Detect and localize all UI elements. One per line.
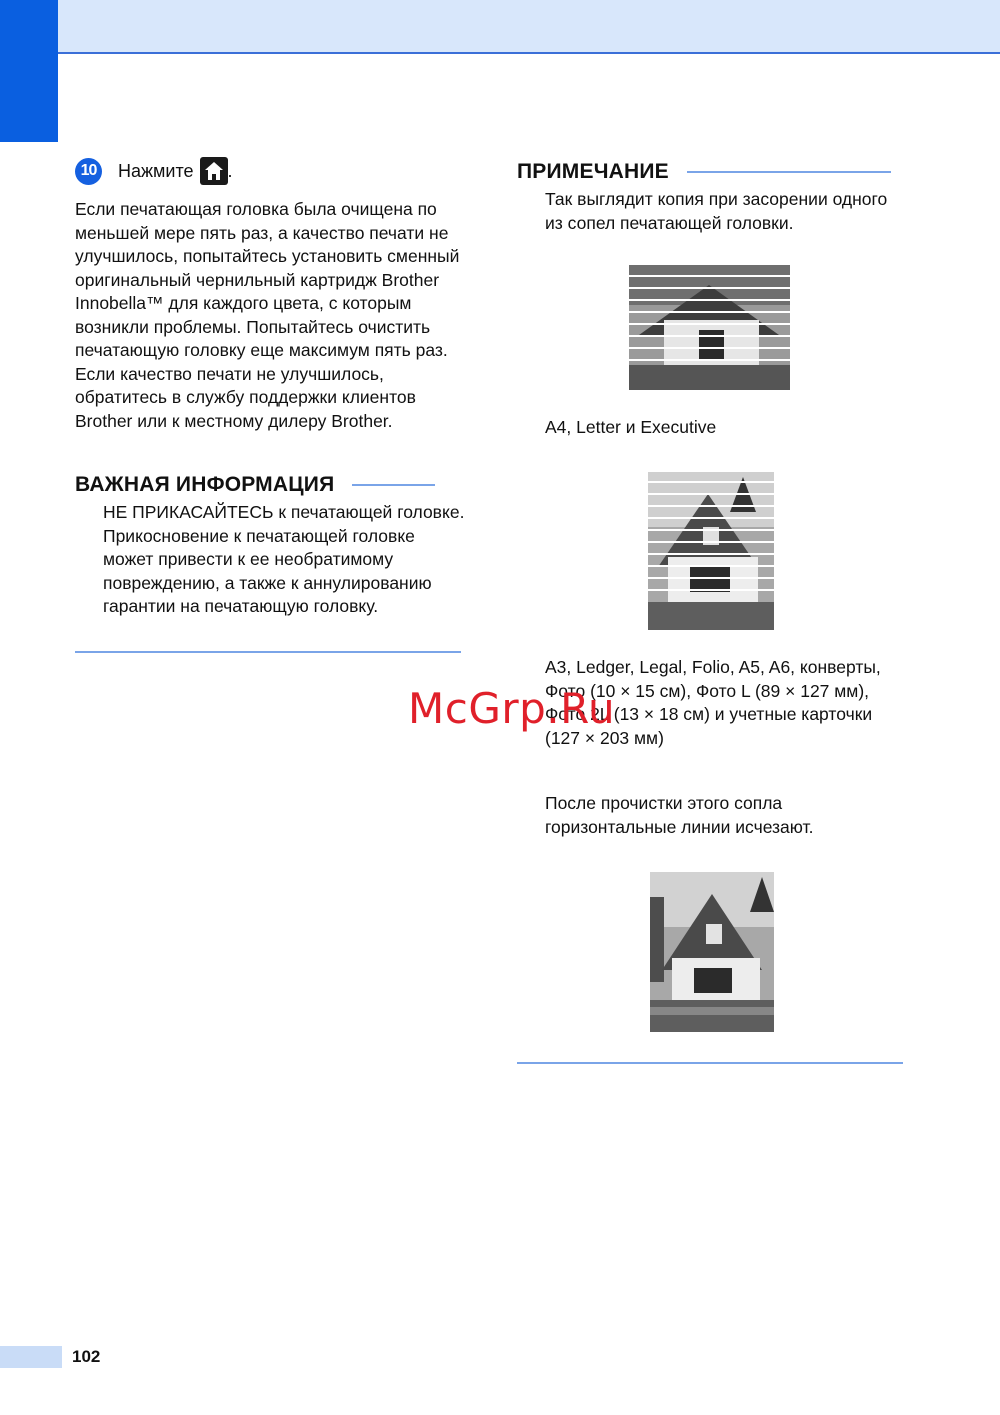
caption-a4: A4, Letter и Executive (545, 417, 717, 437)
note-intro: Так выглядит копия при засорении одного из сопел печатающей головки. (545, 189, 888, 233)
header-band (0, 0, 1000, 54)
step-instruction (75, 157, 233, 185)
step-number: 10 (75, 158, 102, 185)
caption-a3: A3, Ledger, Legal, Folio, A5, A6, конверты, Фото (10 × 15 см), Фото L (89 × 127 мм), Фото 2L (13 × 18 см) и учетные карточки (127 × 203 мм) (545, 657, 881, 748)
note-heading (517, 160, 891, 184)
heading-rule (687, 171, 891, 173)
important-bottom-rule (75, 651, 461, 653)
note-bottom-rule (517, 1062, 903, 1064)
home-icon (200, 157, 228, 185)
footer-band (0, 1346, 62, 1368)
watermark-text: McGrp.Ru (408, 684, 616, 733)
important-title: ВАЖНАЯ ИНФОРМАЦИЯ (75, 473, 335, 496)
house-photo-landscape-striped (629, 265, 790, 390)
cleaning-paragraph: Если печатающая головка была очищена по меньшей мере пять раз, а качество печати не улучшилось, попытайтесь установить сменный оригинальный чернильный картридж Brother Innobella™ для каждого цвета, с которым возникли проблемы. Попытайтесь очистить печатающую головку еще максимум пять раз. Если качество печати не улучшилось, обратитесь в службу поддержки клиентов Brother или к местному дилеру Brother. (75, 199, 460, 431)
house-photo-clean (650, 872, 774, 1032)
chapter-tab (0, 0, 58, 142)
step-text: Нажмите (118, 160, 194, 181)
after-cleaning-text: После прочистки этого сопла горизонтальные линии исчезают. (545, 793, 814, 837)
page-number: 102 (72, 1347, 101, 1366)
important-heading (75, 473, 435, 497)
heading-rule (352, 484, 435, 486)
house-photo-portrait-striped (648, 472, 774, 630)
note-title: ПРИМЕЧАНИЕ (517, 160, 669, 183)
important-body: НЕ ПРИКАСАЙТЕСЬ к печатающей головке. Прикосновение к печатающей головке может привести к ее необратимому повреждению, а также к аннулированию гарантии на печатающую головку. (103, 502, 465, 616)
step-suffix: . (227, 160, 233, 181)
